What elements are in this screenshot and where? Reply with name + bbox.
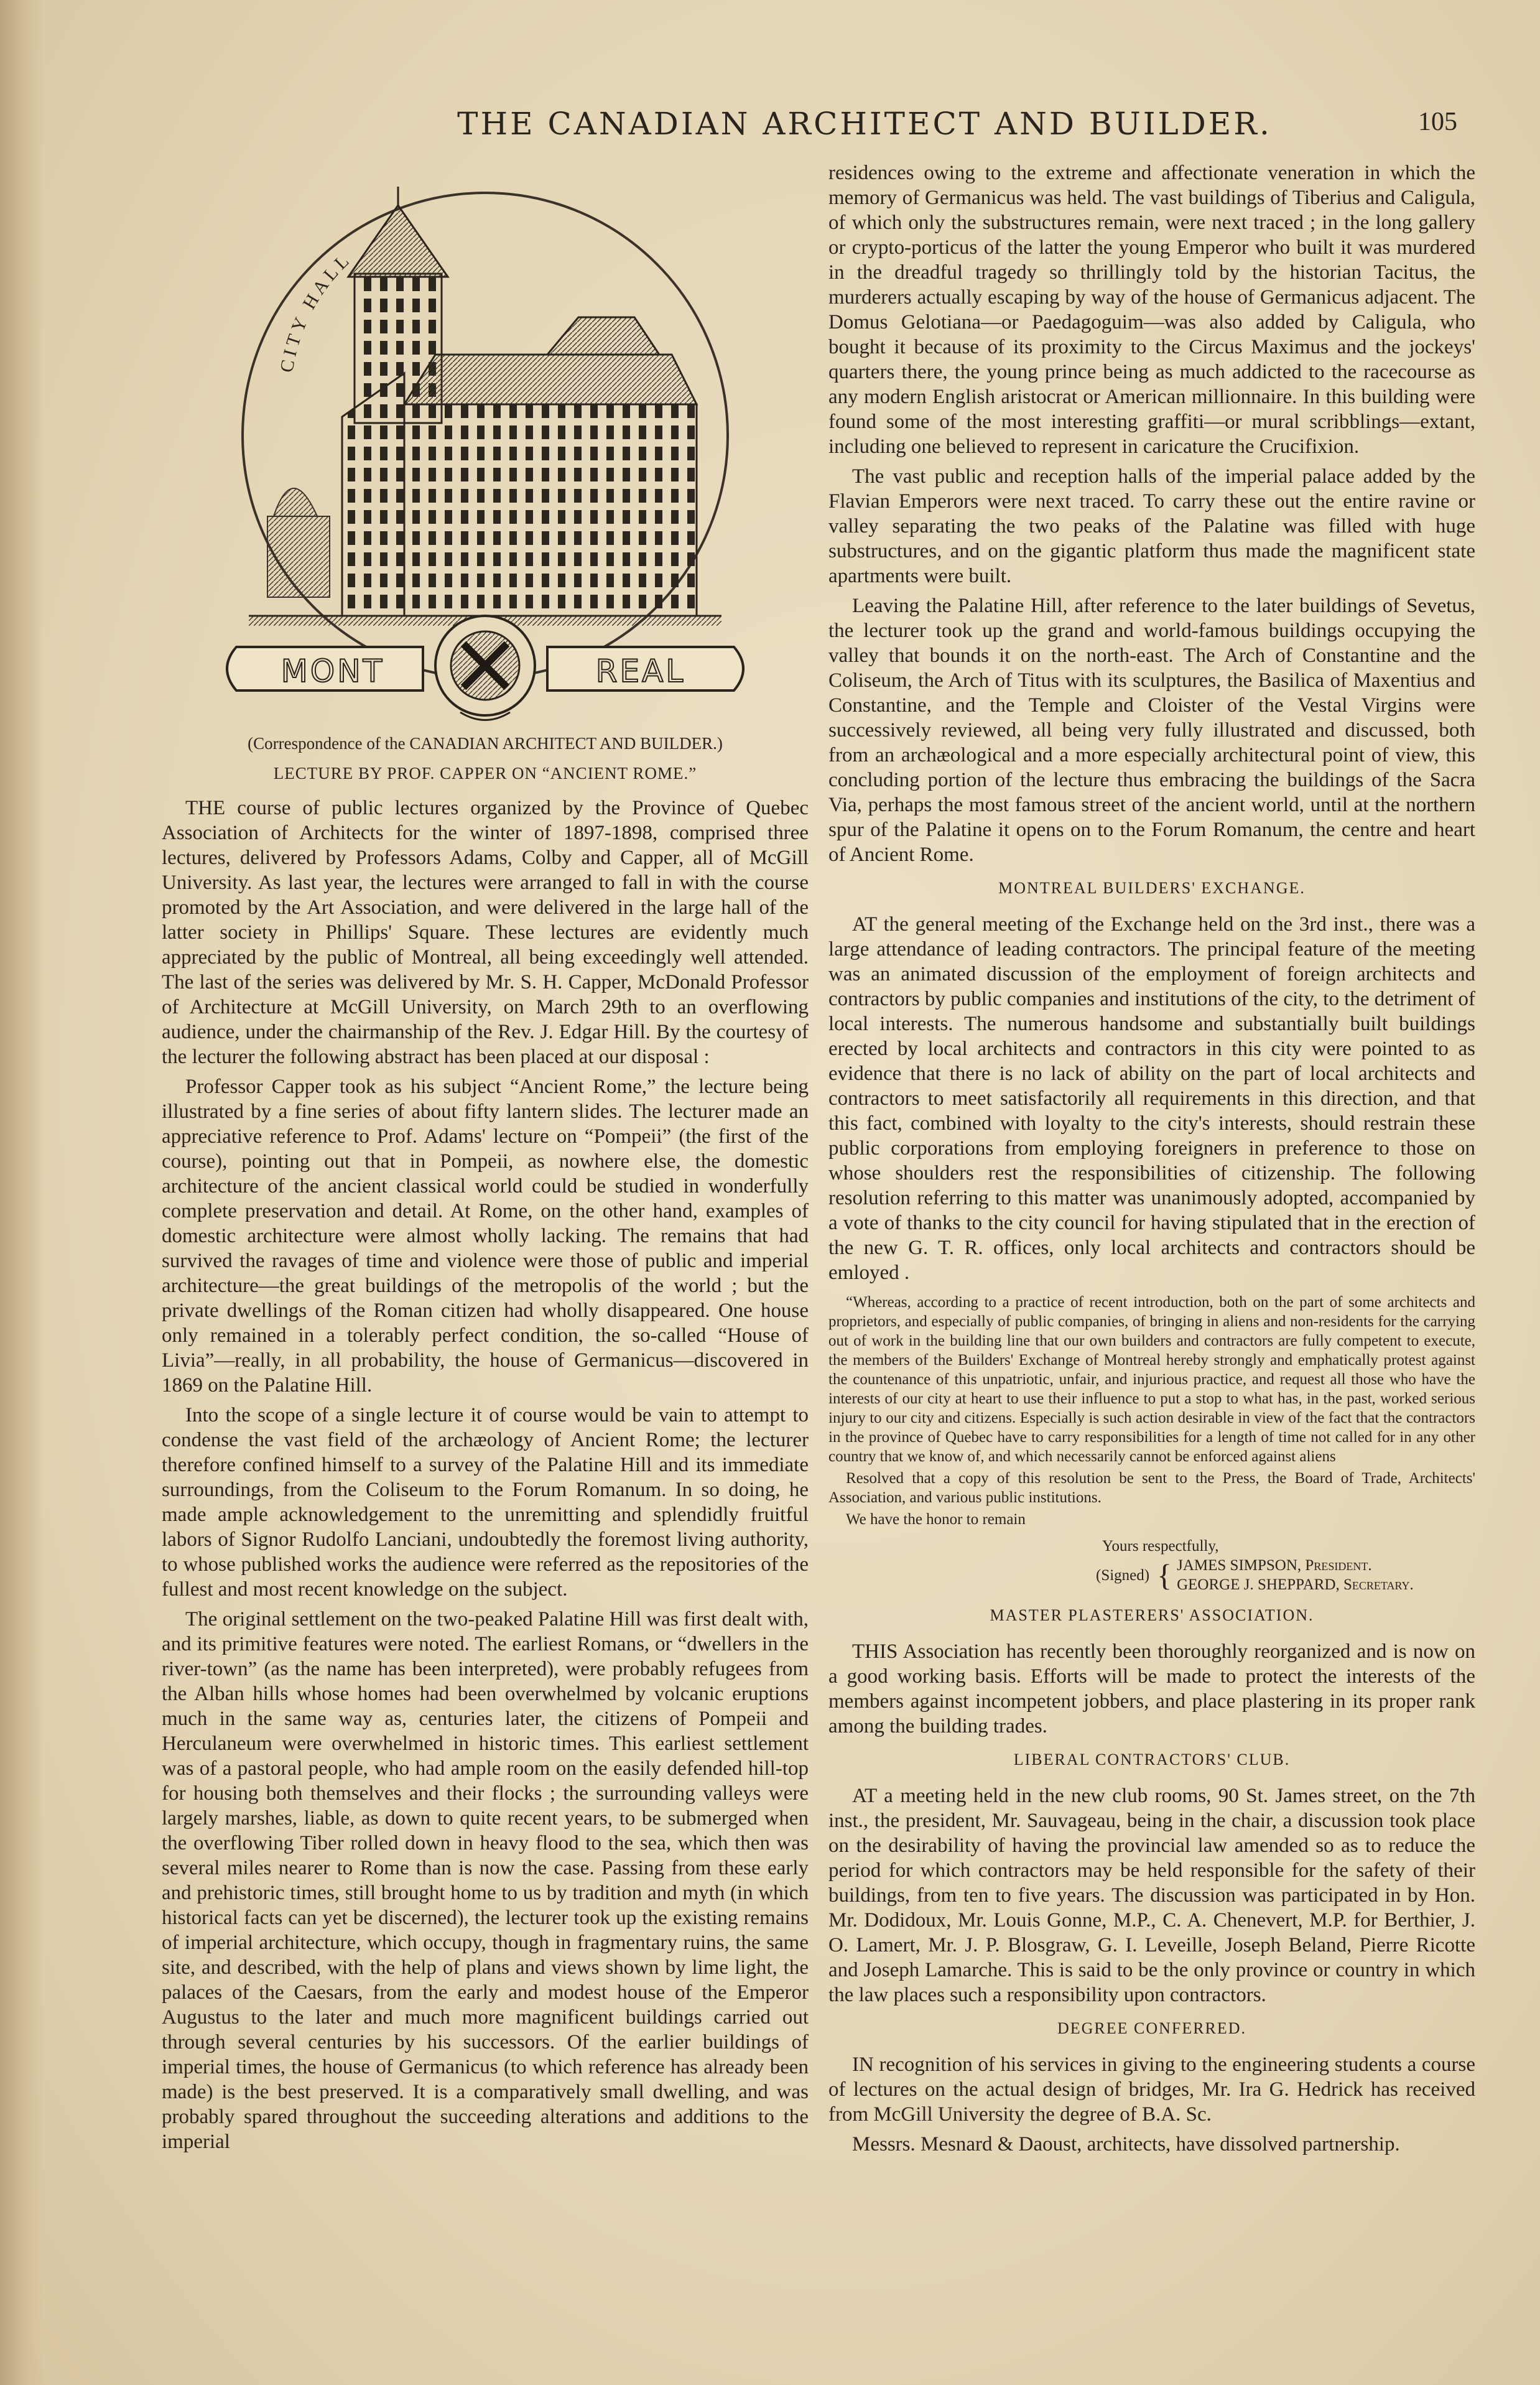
signature-block: Yours respectfully, (Signed) { JAMES SIMPSON, President. GEORGE J. SHEPPARD, Secretary. — [828, 1537, 1475, 1594]
lecture-continuation-paragraph: residences owing to the extreme and affectionate veneration in which the memory of Germanicus was held. The vast buildings of Tiberius and Caligula, of which only the substructures remain, were next traced ; in the long gallery or crypto-porticus of the latter the young Emperor who built it was murdered in the dreadful tragedy so thrillingly told by the historian Tacitus, the murderers actually escaping by way of the house of Germanicus adjacent. The Domus Gelotiana—or Paedagoguim—was also added by Caligula, who bought it because of its proximity to the Circus Maximus and the jockeys' quarters there, the young prince being as much addicted to the racecourse as any modern English aristocrat or American millionnaire. In this building were found some of the most interesting graffiti—or mural scribblings—extant, including one believed to represent in caricature the Crucifixion. — [828, 162, 1475, 458]
correspondence-caption: (Correspondence of the CANADIAN ARCHITECT AND BUILDER.) — [248, 734, 723, 753]
resolution-paragraph: We have the honor to remain — [846, 1511, 1026, 1528]
exchange-paragraph: AT the general meeting of the Exchange held on the 3rd inst., there was a large attendance of leading contractors. The principal feature of the meeting was an animated discussion of the employment of foreign architects and contractors by public companies and institutions of the city, to the detriment of local interests. The numerous handsome and substantially built buildings erected by local architects and contractors in this city were pointed to as evidence that there is no lack of ability on the part of local architects and contractors to meet satisfactorily all requirements in this direction, and that this fact, combined with loyalty to the city's interests, should restrain these public corporations from employing foreigners in preference to those on whose shoulders rest the responsibilities of citizenship. The following resolution referring to this matter was unanimously adopted, accompanied by a vote of thanks to the city council for having stipulated that in the erection of the new G. T. R. offices, only local architects and contractors should be emloyed . — [828, 913, 1475, 1284]
running-title: THE CANADIAN ARCHITECT AND BUILDER. — [457, 106, 1272, 142]
degree-paragraph: IN recognition of his services in giving to the engineering students a course of lectures on the actual design of bridges, Mr. Ira G. Hedrick has received from McGill University the degree of B.A. Sc. — [828, 2053, 1475, 2126]
signature-signed: (Signed) — [1096, 1566, 1150, 1584]
banner-right-text: REAL — [595, 653, 686, 689]
signature-closing: Yours respectfully, — [1102, 1538, 1219, 1555]
banner-left-text: MONT — [281, 653, 385, 689]
left-column — [162, 731, 809, 2159]
section-heading-degree: DEGREE CONFERRED. — [1057, 2019, 1247, 2037]
section-heading-exchange: MONTREAL BUILDERS' EXCHANGE. — [998, 879, 1306, 897]
lecture-paragraph: Professor Capper took as his subject “Ancient Rome,” the lecture being illustrated by a fine series of about fifty lantern slides. The lecturer made an appreciative reference to Prof. Adams' lecture on “Pompeii” (the first of the course), pointing out that in Pompeii, as nowhere else, the domestic architecture of the ancient classical world could be studied in wonderfully complete preservation and detail. At Rome, on the other hand, examples of domestic architecture were almost wholly lacking. The remains that had survived the ravages of time and violence were those of public and imperial architecture—the great buildings of the metropolis of the world ; but the private dwellings of the Roman citizen had wholly disappeared. One house only remained in a tolerably perfect condition, the so-called “House of Livia”—really, in all probability, the house of Germanicus—discovered in 1869 on the Palatine Hill. — [162, 1076, 809, 1397]
resolution-quote — [828, 1293, 1475, 1529]
lecture-continuation-paragraph: Leaving the Palatine Hill, after reference to the later buildings of Sevetus, the lecturer took up the grand and world-famous buildings occupying the valley that bounds it on the north-east. The Arch of Constantine and the Coliseum, the Arch of Titus with its sculptures, the Basilica of Maxentius and Constantine, and the Temple and Cloister of the Vestal Virgins were successively reviewed, all being very fully illustrated and discussed, both from an archæological and a more especially architectural point of view, this concluding portion of the lecture thus embracing the buildings of the Sacra Via, perhaps the most famous street of the ancient world, until at the northern spur of the Palatine it opens on to the Forum Romanum, the centre and heart of Ancient Rome. — [828, 595, 1475, 866]
lecture-paragraph: The original settlement on the two-peaked Palatine Hill was first dealt with, and its primitive features were noted. The earliest Romans, or “dwellers in the river-town” (as the name has been interpreted), were probably refugees from the Alban hills whose homes had been overwhelmed by volcanic eruptions much in the same way as, centuries later, the citizens of Pompeii and Herculaneum were overwhelmed in historic times. This earliest settlement was of a pastoral people, who had ample room on the easily defended hill-top for housing both themselves and their flocks ; the surrounding valleys were largely marshes, liable, as down to quite recent years, to be submerged when the overflowing Tiber rolled down in heavy flood to the sea, which then was several miles nearer to Rome than is now the case. Passing from these early and prehistoric times, still brought home to us by tradition and myth (in which historical facts can yet be discerned), the lecturer took up the existing remains of imperial architecture, which occupy, though in fragmentary ruins, the same site, and described, with the help of plans and views shown by lime light, the palaces of the Caesars, from the early and modest house of the Emperor Augustus to the later and much more magnificent buildings carried out through several centuries by his successors. Of the earlier buildings of imperial times, the house of Germanicus (to which reference has already been made) is the best preserved. It is a comparatively small dwelling, and was probably spared throughout the succeeding alterations and additions to the imperial — [162, 1608, 809, 2153]
lecture-paragraph: THE course of public lectures organized by the Province of Quebec Association of Architects for the winter of 1897-1898, comprised three lectures, delivered by Professors Adams, Colby and Capper, all of McGill University. As last year, the lectures were arranged to fall in with the course promoted by the Art Association, and were delivered in the large hall of the latter society in Phillips' Square. These lectures are evidently much appreciated by the public of Montreal, all being exceedingly well attended. The last of the series was delivered by Mr. S. H. Capper, McDonald Professor of Architecture at McGill University, on March 29th to an overflowing audience, under the chairmanship of the Rev. J. Edgar Hill. By the courtesy of the lecturer the following abstract has been placed at our disposal : — [162, 797, 809, 1068]
page-gutter — [0, 0, 44, 2385]
lecture-paragraph: Into the scope of a single lecture it of course would be vain to attempt to condense the vast field of the archæology of Ancient Rome; the lecturer therefore confined himself to a survey of the Palatine Hill and its immediate surroundings, from the Coliseum to the Forum Romanum. In so doing, he made ample acknowledgement to the unremitting and splendidly fruitful labors of Signor Rudolfo Lanciani, undoubtedly the foremost living authority, to whose published works the audience were referred as the repositories of the fullest and most recent knowledge on the subject. — [162, 1404, 809, 1601]
signature-secretary: GEORGE J. SHEPPARD, Secretary. — [1177, 1576, 1414, 1593]
resolution-paragraph: Resolved that a copy of this resolution be sent to the Press, the Board of Trade, Architects' Association, and various public institutions. — [828, 1470, 1475, 1506]
signature-president: JAMES SIMPSON, President. — [1177, 1557, 1372, 1574]
right-column — [828, 160, 1475, 2162]
resolution-paragraph: “Whereas, according to a practice of recent introduction, both on the part of some architects and proprietors, and especially of public companies, of bringing in aliens and non-residents for the carrying out of work in the building line that our own builders and contractors are fully competent to execute, the members of the Builders' Exchange of Montreal hereby strongly and emphatically protest against the countenance of this unpatriotic, unfair, and injurious practice, and request all those who have the interests of our city at heart to use their influence to put a stop to what has, in the past, worked serious injury to our city and citizens. Especially is such action desirable in view of the fact that the contractors in the province of Quebec have to carry responsibilities for a length of time not called for in any other country that we know of, and which necessarily cannot be enforced against aliens — [828, 1294, 1475, 1465]
page-number: 105 — [1418, 108, 1457, 136]
arc-label: CITY HALL — [276, 248, 356, 374]
liberal-paragraph: AT a meeting held in the new club rooms, 90 St. James street, on the 7th inst., the president, Mr. Sauvageau, being in the chair, a discussion took place on the desirability of having the provincial law amended so as to reduce the period for which contractors may be held responsible for the safety of their buildings, from ten to five years. The discussion was participated in by Hon. Mr. Dodidoux, Mr. Louis Gonne, M.P., C. A. Chenevert, M.P. for Berthier, J. O. Lamert, Mr. J. P. Blosgraw, G. I. Leveille, Joseph Beland, Pierre Ricotte and Joseph Lamarche. This is said to be the only province or country in which the law places such a responsibility upon contractors. — [828, 1785, 1475, 2006]
plasterers-paragraph: THIS Association has recently been thoroughly reorganized and is now on a good working basis. Efforts will be made to protect the interests of the members against incompetent jobbers, and place plastering in its proper rank among the building trades. — [828, 1640, 1475, 1737]
lecture-continuation-paragraph: The vast public and reception halls of the imperial palace added by the Flavian Emperors were next traced. To carry these out the entire ravine or valley separating the two peaks of the Palatine was filled with huge substructures, and on the gigantic platform thus made the magnificent state apartments were built. — [828, 465, 1475, 587]
city-hall-engraving — [199, 168, 784, 728]
partnership-paragraph: Messrs. Mesnard & Daoust, architects, have dissolved partnership. — [852, 2133, 1400, 2155]
city-hall-illustration — [199, 168, 784, 728]
section-heading-liberal: LIBERAL CONTRACTORS' CLUB. — [1013, 1750, 1291, 1769]
section-heading-plasterers: MASTER PLASTERERS' ASSOCIATION. — [990, 1606, 1314, 1624]
lecture-title: LECTURE BY PROF. CAPPER ON “ANCIENT ROME.” — [273, 764, 697, 783]
